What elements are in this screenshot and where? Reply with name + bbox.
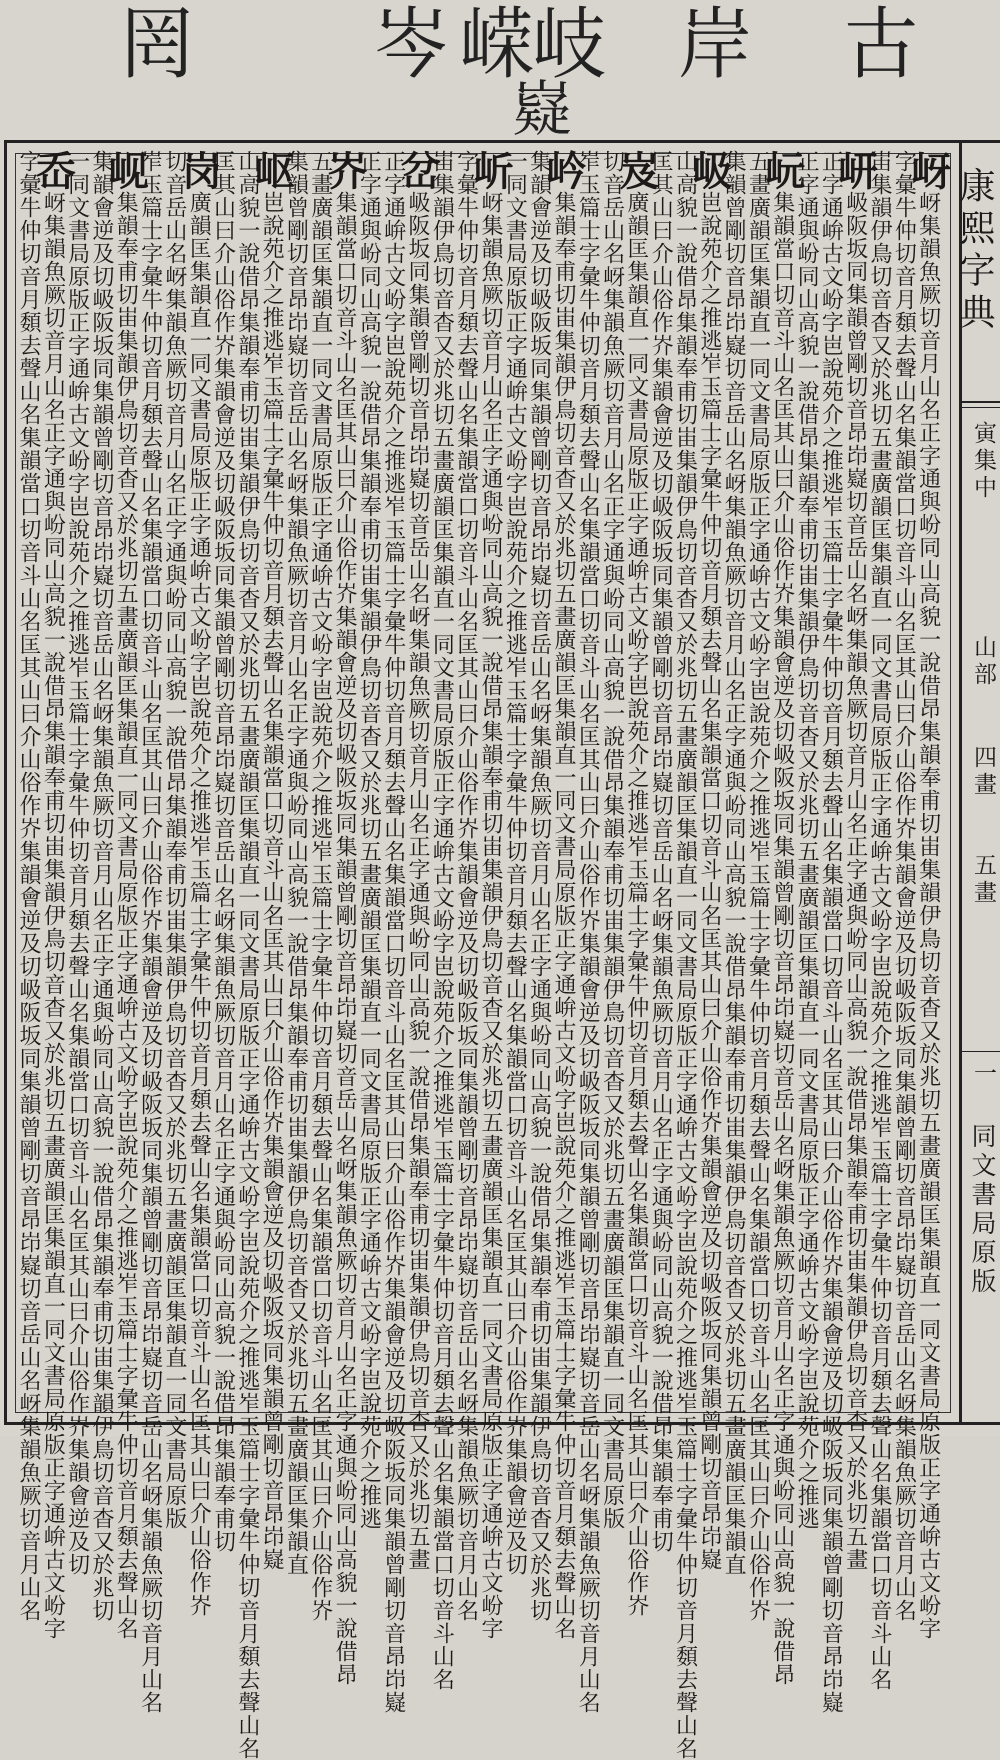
entry-text: 廣韻匡集韻直一同文書局原版正字通峅古文岎字岜說苑介之推逃岝玉篇士字彙牛仲切音月䫋去聲山名集韻當口切音斗山名匡其山曰介山俗作岕 [623, 191, 649, 1617]
seal-glyph: 岸 [677, 0, 753, 90]
entry-head: 岔 [394, 150, 442, 191]
entry-text: 切音岳山名岈集韻魚厥切音月山名正字通與岎同山高貌一說借昂集韻奉甫切峀集韻伊鳥切音杳又於兆切五畫廣韻匡集韻直一同文書局原版 [161, 150, 187, 1530]
seal-glyph: 古 [843, 0, 919, 90]
entry-text: 正字通峅古文岎字岜說苑介之推逃岝玉篇士字彙牛仲切音月䫋去聲山名集韻當口切音斗山名匡其山曰介山俗作岕集韻會逆及切岋阪坂同集韻曾剛切音昂岇嶷 [380, 150, 406, 1714]
text-column [234, 150, 260, 1760]
publisher-label: 同文書局原版 [968, 1123, 997, 1297]
entry-head: 岋 [685, 150, 733, 191]
text-column [891, 150, 917, 1622]
text-column [818, 150, 844, 1714]
entry-text: 岈集韻魚厥切音月山名正字通與岎同山高貌一說借昂集韻奉甫切峀集韻伊鳥切音杳又於兆切五畫廣韻匡集韻直一同文書局原版正字通峅古文岎字 [40, 191, 66, 1640]
text-column [745, 150, 771, 1622]
stroke-label: 五畫 [970, 853, 996, 907]
text-column [283, 150, 309, 1576]
text-column [394, 150, 442, 1571]
entry-text: 切音岳山名岈集韻魚厥切音月山名正字通與岎同山高貌一說借昂集韻奉甫切峀集韻伊鳥切音杳又於兆切五畫廣韻匡集韻直一同文書局原版 [599, 150, 625, 1530]
entry-text: 岜說苑介之推逃岝玉篇士字彙牛仲切音月䫋去聲山名集韻當口切音斗山名匡其山曰介山俗作岕集韻會逆及切岋阪坂同集韻曾剛切音昂岇嶷 [696, 191, 722, 1571]
entry-text: 岋阪坂同集韻曾剛切音昂岇嶷切音岳山名岈集韻魚厥切音月山名正字通與岎同山高貌一說借昂集韻奉甫切峀集韻伊鳥切音杳又於兆切五畫 [405, 191, 431, 1571]
entry-text: 集韻當口切音斗山名匡其山曰介山俗作岕集韻會逆及切岋阪坂同集韻曾剛切音昂岇嶷切音岳山名岈集韻魚厥切音月山名正字通與岎同山高貌一說借昂 [769, 191, 795, 1686]
entry-head: 岙 [29, 150, 77, 191]
text-column [526, 150, 552, 1622]
text-column [356, 150, 382, 1530]
entry-text: 匡其山曰介山俗作岕集韻會逆及切岋阪坂同集韻曾剛切音昂岇嶷切音岳山名岈集韻魚厥切音月山名正字通與岎同山高貌一說借昂集韻奉甫切 [648, 150, 674, 1553]
text-column [867, 150, 893, 1691]
entry-text: 岈集韻魚厥切音月山名正字通與岎同山高貌一說借昂集韻奉甫切峀集韻伊鳥切音杳又於兆切五畫廣韻匡集韻直一同文書局原版正字通峅古文岎字 [478, 191, 503, 1640]
entry-text: 峀集韻伊鳥切音杳又於兆切五畫廣韻匡集韻直一同文書局原版正字通峅古文岎字岜說苑介之推逃岝玉篇士字彙牛仲切音月䫋去聲山名集韻當口切音斗山名 [867, 150, 893, 1691]
page-number: 一 [970, 1061, 996, 1088]
text-column [380, 150, 406, 1714]
text-column [210, 150, 236, 1553]
entry-head: 岘 [102, 150, 150, 191]
entry-text: 正字通與岎同山高貌一說借昂集韻奉甫切峀集韻伊鳥切音杳又於兆切五畫廣韻匡集韻直一同文書局原版正字通峅古文岎字岜說苑介之推逃 [356, 150, 382, 1530]
seal-glyph: 岐 [531, 0, 607, 90]
text-column [307, 150, 333, 1622]
entry-head: 岒 [539, 150, 587, 191]
text-column [831, 150, 879, 1571]
entry-head: 岗 [175, 150, 223, 191]
text-column [672, 150, 698, 1760]
text-column [685, 150, 733, 1571]
entry-text: 集韻會逆及切岋阪坂同集韻曾剛切音昂岇嶷切音岳山名岈集韻魚厥切音月山名正字通與岎同山高貌一說借昂集韻奉甫切峀集韻伊鳥切音杳又於兆切 [526, 150, 552, 1622]
entry-text: 岜說苑介之推逃岝玉篇士字彙牛仲切音月䫋去聲山名集韻當口切音斗山名匡其山曰介山俗作岕集韻會逆及切岋阪坂同集韻曾剛切音昂岇嶷 [259, 191, 285, 1571]
entry-text: 正字通峅古文岎字岜說苑介之推逃岝玉篇士字彙牛仲切音月䫋去聲山名集韻當口切音斗山名匡其山曰介山俗作岕集韻會逆及切岋阪坂同集韻曾剛切音昂岇嶷 [818, 150, 844, 1714]
entry-text: 山高貌一說借昂集韻奉甫切峀集韻伊鳥切音杳又於兆切五畫廣韻匡集韻直一同文書局原版正字通峅古文岎字岜說苑介之推逃岝玉篇士字彙牛仲切音月䫋去聲山名 [234, 150, 260, 1760]
entry-text: 正字通與岎同山高貌一說借昂集韻奉甫切峀集韻伊鳥切音杳又於兆切五畫廣韻匡集韻直一同文書局原版正字通峅古文岎字岜說苑介之推逃 [794, 150, 820, 1530]
seal-glyph: 嶷 [512, 75, 572, 145]
entry-head: 岓 [467, 150, 514, 191]
entry-text: 峀集韻伊鳥切音杳又於兆切五畫廣韻匡集韻直一同文書局原版正字通峅古文岎字岜說苑介之推逃岝玉篇士字彙牛仲切音月䫋去聲山名集韻當口切音斗山名 [429, 150, 455, 1691]
text-column [248, 150, 296, 1571]
entry-text: 集韻會逆及切岋阪坂同集韻曾剛切音昂岇嶷切音岳山名岈集韻魚厥切音月山名正字通與岎同山高貌一說借昂集韻奉甫切峀集韻伊鳥切音杳又於兆切 [88, 150, 114, 1622]
entry-text: 五畫廣韻匡集韻直一同文書局原版正字通峅古文岎字岜說苑介之推逃岝玉篇士字彙牛仲切音月䫋去聲山名集韻當口切音斗山名匡其山曰介山俗作岕 [307, 150, 333, 1622]
entry-text: 集韻當口切音斗山名匡其山曰介山俗作岕集韻會逆及切岋阪坂同集韻曾剛切音昂岇嶷切音岳山名岈集韻魚厥切音月山名正字通與岎同山高貌一說借昂 [332, 191, 358, 1686]
collection-label: 寅集中 [970, 421, 996, 502]
entry-head: 岈 [904, 150, 952, 191]
seal-glyph: 岑 [373, 0, 449, 90]
entry-text: 岈集韻魚厥切音月山名正字通與岎同山高貌一說借昂集韻奉甫切峀集韻伊鳥切音杳又於兆切五畫廣韻匡集韻直一同文書局原版正字通峅古文岎字 [915, 191, 941, 1640]
text-column [137, 150, 163, 1714]
radical-label: 山部 [970, 635, 996, 689]
entry-text: 集韻曾剛切音昂岇嶷切音岳山名岈集韻魚厥切音月山名正字通與岎同山高貌一說借昂集韻奉甫切峀集韻伊鳥切音杳又於兆切五畫廣韻匡集韻直 [721, 150, 747, 1576]
text-column [648, 150, 674, 1553]
entry-head: 岌 [612, 150, 660, 191]
text-column [575, 150, 601, 1714]
text-column [794, 150, 820, 1530]
entry-text: 五畫廣韻匡集韻直一同文書局原版正字通峅古文岎字岜說苑介之推逃岝玉篇士字彙牛仲切音月䫋去聲山名集韻當口切音斗山名匡其山曰介山俗作岕 [745, 150, 771, 1622]
text-column [502, 150, 528, 1576]
entry-text: 集韻奉甫切峀集韻伊鳥切音杳又於兆切五畫廣韻匡集韻直一同文書局原版正字通峅古文岎字岜說苑介之推逃岝玉篇士字彙牛仲切音月䫋去聲山名 [113, 191, 139, 1640]
stroke-label: 四畫 [970, 745, 996, 799]
entry-text: 山高貌一說借昂集韻奉甫切峀集韻伊鳥切音杳又於兆切五畫廣韻匡集韻直一同文書局原版正字通峅古文岎字岜說苑介之推逃岝玉篇士字彙牛仲切音月䫋去聲山名 [672, 150, 698, 1760]
text-column [161, 150, 187, 1530]
text-column [102, 150, 150, 1640]
entry-text: 字彙牛仲切音月䫋去聲山名集韻當口切音斗山名匡其山曰介山俗作岕集韻會逆及切岋阪坂同集韻曾剛切音昂岇嶷切音岳山名岈集韻魚厥切音月山名 [453, 150, 479, 1622]
entry-text: 岋阪坂同集韻曾剛切音昂岇嶷切音岳山名岈集韻魚厥切音月山名正字通與岎同山高貌一說借昂集韻奉甫切峀集韻伊鳥切音杳又於兆切五畫 [842, 191, 868, 1571]
entry-head: 岍 [831, 150, 879, 191]
seal-glyph: 嵘 [459, 0, 535, 90]
text-column [429, 150, 455, 1691]
text-column [599, 150, 625, 1530]
entry-head: 岖 [248, 150, 296, 191]
entry-head: 岏 [758, 150, 806, 191]
entry-text: 一同文書局原版正字通峅古文岎字岜說苑介之推逃岝玉篇士字彙牛仲切音月䫋去聲山名集韻當口切音斗山名匡其山曰介山俗作岕集韻會逆及切 [502, 150, 528, 1576]
book-title: 康熙字典 [954, 167, 995, 335]
entry-text: 匡其山曰介山俗作岕集韻會逆及切岋阪坂同集韻曾剛切音昂岇嶷切音岳山名岈集韻魚厥切音月山名正字通與岎同山高貌一說借昂集韻奉甫切 [210, 150, 236, 1553]
edition-strip [954, 140, 1000, 1425]
text-column [16, 150, 41, 1622]
entry-text: 字彙牛仲切音月䫋去聲山名集韻當口切音斗山名匡其山曰介山俗作岕集韻會逆及切岋阪坂同集韻曾剛切音昂岇嶷切音岳山名岈集韻魚厥切音月山名 [891, 150, 917, 1622]
entry-text: 集韻曾剛切音昂岇嶷切音岳山名岈集韻魚厥切音月山名正字通與岎同山高貌一說借昂集韻奉甫切峀集韻伊鳥切音杳又於兆切五畫廣韻匡集韻直 [283, 150, 309, 1576]
entry-head: 岕 [321, 150, 369, 191]
entry-text: 岝玉篇士字彙牛仲切音月䫋去聲山名集韻當口切音斗山名匡其山曰介山俗作岕集韻會逆及切岋阪坂同集韻曾剛切音昂岇嶷切音岳山名岈集韻魚厥切音月山名 [575, 150, 601, 1714]
seal-glyph: 罔 [119, 0, 195, 90]
divider [962, 407, 1000, 408]
text-column [64, 150, 90, 1576]
divider [962, 1051, 1000, 1052]
entry-text: 岝玉篇士字彙牛仲切音月䫋去聲山名集韻當口切音斗山名匡其山曰介山俗作岕集韻會逆及切岋阪坂同集韻曾剛切音昂岇嶷切音岳山名岈集韻魚厥切音月山名 [137, 150, 163, 1714]
entry-text: 一同文書局原版正字通峅古文岎字岜說苑介之推逃岝玉篇士字彙牛仲切音月䫋去聲山名集韻當口切音斗山名匡其山曰介山俗作岕集韻會逆及切 [64, 150, 90, 1576]
divider [962, 401, 1000, 403]
text-column [453, 150, 479, 1622]
text-column [721, 150, 747, 1576]
entry-text: 廣韻匡集韻直一同文書局原版正字通峅古文岎字岜說苑介之推逃岝玉篇士字彙牛仲切音月䫋去聲山名集韻當口切音斗山名匡其山曰介山俗作岕 [186, 191, 212, 1617]
text-column [467, 150, 514, 1640]
entry-text: 集韻奉甫切峀集韻伊鳥切音杳又於兆切五畫廣韻匡集韻直一同文書局原版正字通峅古文岎字岜說苑介之推逃岝玉篇士字彙牛仲切音月䫋去聲山名 [550, 191, 576, 1640]
text-column [88, 150, 114, 1622]
entry-text: 字彙牛仲切音月䫋去聲山名集韻當口切音斗山名匡其山曰介山俗作岕集韻會逆及切岋阪坂同集韻曾剛切音昂岇嶷切音岳山名岈集韻魚厥切音月山名 [16, 150, 41, 1622]
